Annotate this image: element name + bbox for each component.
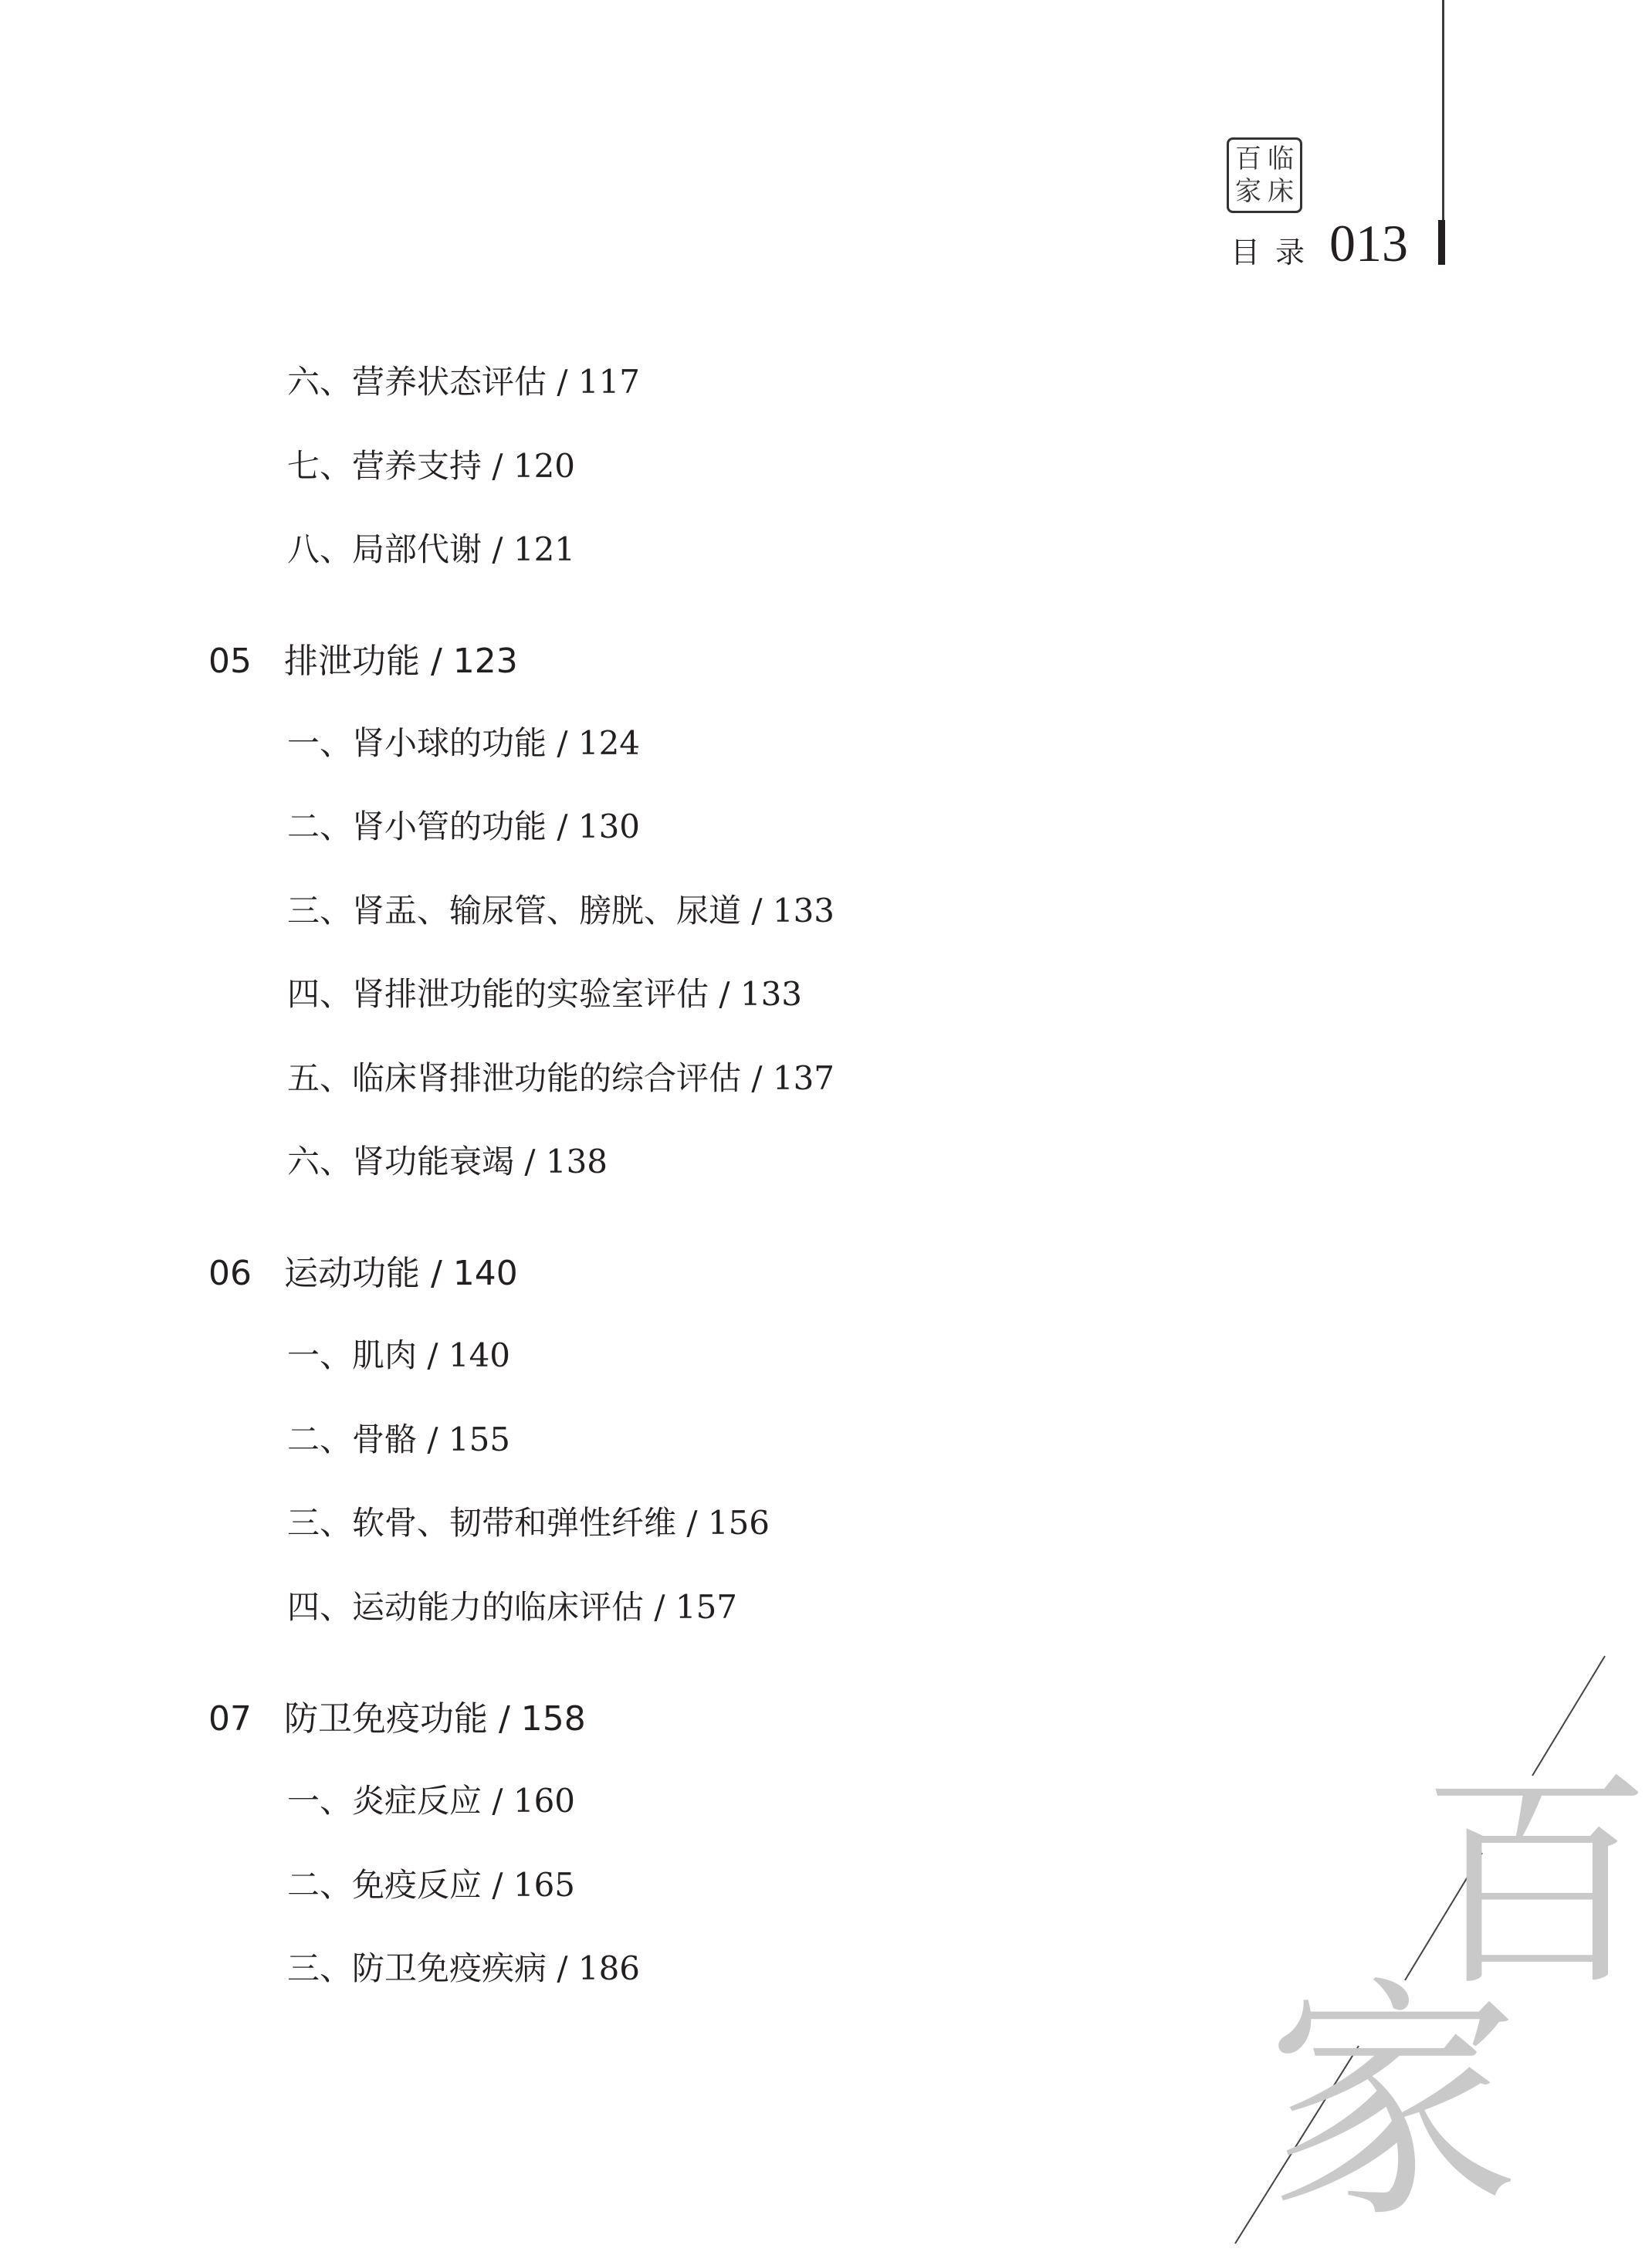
toc-item: 一、肌肉 / 140 xyxy=(287,1336,511,1374)
watermark-char: 百 xyxy=(1420,1749,1652,2018)
watermark-char: 家 xyxy=(1266,1956,1521,2252)
seal-char: 百 xyxy=(1235,144,1261,174)
chapter-title: 防卫免疫功能 / 158 xyxy=(284,1699,586,1739)
seal-char: 床 xyxy=(1268,176,1294,207)
toc-item: 三、防卫免疫疾病 / 186 xyxy=(287,1949,641,1987)
toc-item: 一、肾小球的功能 / 124 xyxy=(287,724,641,762)
seal-char: 家 xyxy=(1235,176,1261,207)
chapter-title: 运动功能 / 140 xyxy=(284,1254,518,1293)
toc-item: 六、肾功能衰竭 / 138 xyxy=(287,1143,608,1180)
chapter-number: 07 xyxy=(208,1699,252,1739)
chapter-number: 05 xyxy=(208,642,252,681)
chapter-number: 06 xyxy=(208,1254,252,1293)
page-number: 013 xyxy=(1329,214,1408,273)
toc-item: 四、运动能力的临床评估 / 157 xyxy=(287,1588,738,1626)
toc-item: 二、骨骼 / 155 xyxy=(287,1421,511,1458)
toc-item: 一、炎症反应 / 160 xyxy=(287,1782,576,1820)
toc-item: 五、临床肾排泄功能的综合评估 / 137 xyxy=(287,1059,835,1097)
toc-item: 三、肾盂、输尿管、膀胱、尿道 / 133 xyxy=(287,892,835,930)
section-label: 目录 xyxy=(1231,235,1321,269)
toc-item: 三、软骨、韧带和弹性纤维 / 156 xyxy=(287,1504,770,1542)
seal-char: 临 xyxy=(1268,144,1294,174)
toc-item: 二、免疫反应 / 165 xyxy=(287,1866,576,1904)
toc-item: 二、肾小管的功能 / 130 xyxy=(287,808,641,845)
toc-item: 六、营养状态评估 / 117 xyxy=(287,363,641,401)
toc-item: 八、局部代谢 / 121 xyxy=(287,530,576,568)
toc-item: 四、肾排泄功能的实验室评估 / 133 xyxy=(287,975,803,1013)
toc-item: 七、营养支持 / 120 xyxy=(287,447,576,485)
chapter-title: 排泄功能 / 123 xyxy=(284,642,518,681)
